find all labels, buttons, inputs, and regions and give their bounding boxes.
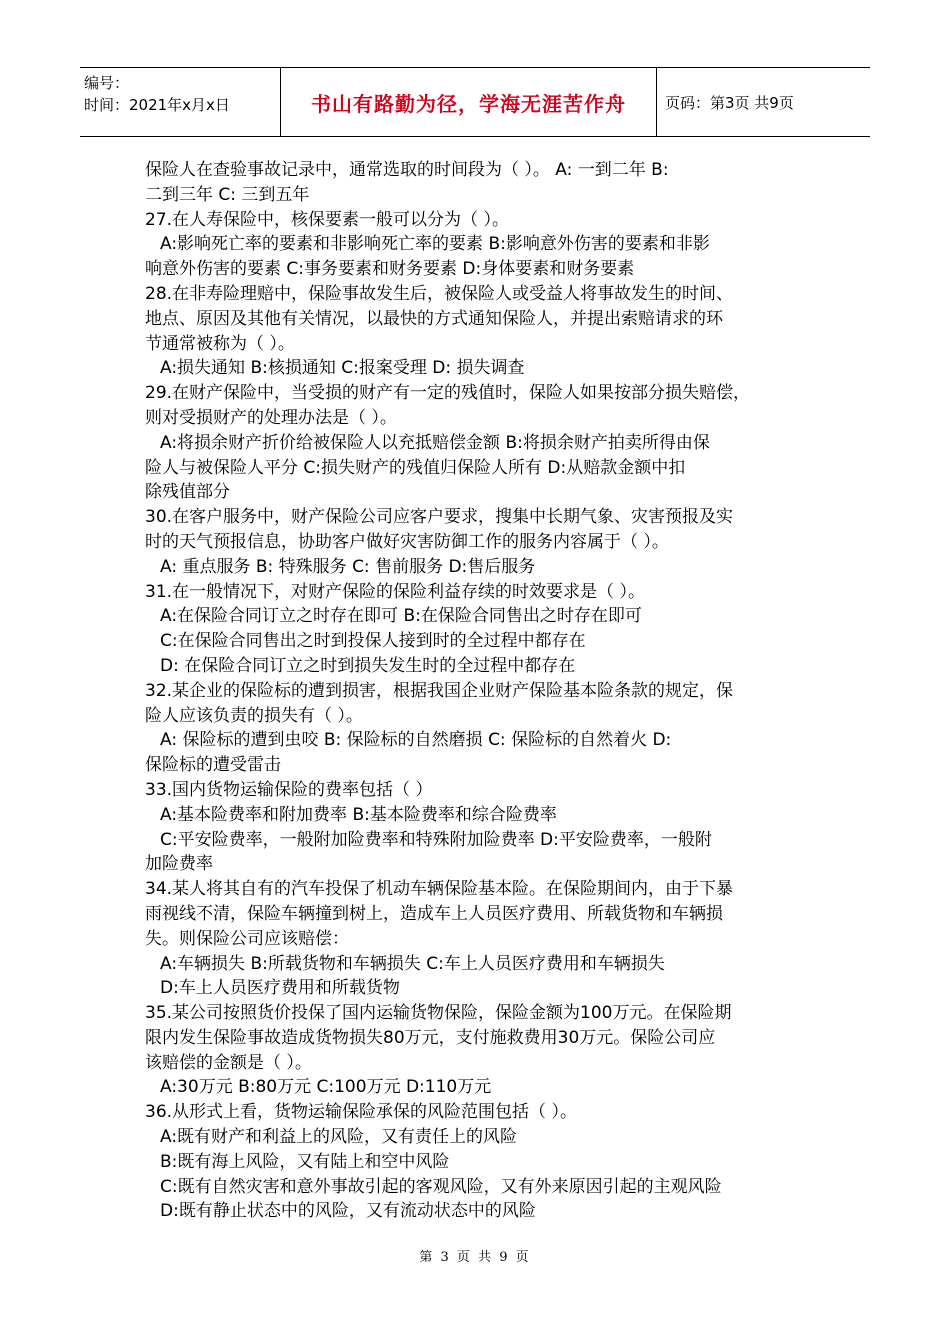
header-motto: 书山有路勤为径，学海无涯苦作舟: [281, 68, 657, 136]
text-line: 地点、原因及其他有关情况，以最快的方式通知保险人，并提出索赔请求的环: [145, 308, 723, 329]
text-line: 32.某企业的保险标的遭到损害，根据我国企业财产保险基本险条款的规定，保: [145, 680, 734, 701]
text-line: 该赔偿的金额是（ ）。: [145, 1052, 312, 1073]
text-line: 响意外伤害的要素 C:事务要素和财务要素 D:身体要素和财务要素: [145, 259, 635, 280]
text-line: 28.在非寿险理赔中，保险事故发生后，被保险人或受益人将事故发生的时间、: [145, 283, 734, 304]
document-body: [145, 158, 813, 1224]
text-line: 时的天气预报信息，协助客户做好灾害防御工作的服务内容属于（ ）。: [145, 531, 669, 552]
text-line: A:影响死亡率的要素和非影响死亡率的要素 B:影响意外伤害的要素和非影: [160, 234, 710, 255]
page-footer: 第 3 页 共 9 页: [419, 1250, 531, 1265]
text-line: 29.在财产保险中，当受损的财产有一定的残值时，保险人如果按部分损失赔偿，: [145, 383, 751, 404]
text-line: A: 重点服务 B: 特殊服务 C: 售前服务 D:售后服务: [160, 556, 536, 577]
time-label: 时间：2021年x月x日: [84, 96, 230, 114]
text-line: A: 保险标的遭到虫咬 B: 保险标的自然磨损 C: 保险标的自然着火 D:: [160, 730, 672, 751]
text-line: A:损失通知 B:核损通知 C:报案受理 D: 损失调查: [160, 358, 525, 379]
text-line: 则对受损财产的处理办法是（ ）。: [145, 407, 397, 428]
text-line: 除残值部分: [145, 482, 230, 503]
text-line: D:既有静止状态中的风险，又有流动状态中的风险: [160, 1201, 536, 1222]
text-line: B:既有海上风险，又有陆上和空中风险: [160, 1151, 450, 1172]
text-line: D:车上人员医疗费用和所载货物: [160, 978, 400, 999]
text-line: 失。则保险公司应该赔偿：: [145, 928, 349, 949]
text-line: 33.国内货物运输保险的费率包括（ ）: [145, 779, 433, 800]
text-line: 二到三年 C: 三到五年: [145, 184, 310, 205]
text-line: 30.在客户服务中，财产保险公司应客户要求，搜集中长期气象、灾害预报及实: [145, 507, 734, 528]
text-line: 加险费率: [145, 854, 213, 875]
page-header: [80, 67, 870, 137]
text-line: C:平安险费率，一般附加险费率和特殊附加险费率 D:平安险费率，一般附: [160, 829, 712, 850]
text-line: 保险人在查验事故记录中，通常选取的时间段为（ ）。 A: 一到二年 B:: [145, 160, 669, 180]
text-line: A:车辆损失 B:所载货物和车辆损失 C:车上人员医疗费用和车辆损失: [160, 953, 665, 974]
text-line: 节通常被称为（ ）。: [145, 333, 295, 354]
text-line: C:既有自然灾害和意外事故引起的客观风险，又有外来原因引起的主观风险: [160, 1176, 722, 1197]
text-line: A:将损余财产折价给被保险人以充抵赔偿金额 B:将损余财产拍卖所得由保: [160, 432, 710, 453]
text-line: 31.在一般情况下，对财产保险的保险利益存续的时效要求是（ ）。: [145, 581, 645, 602]
text-line: 27.在人寿保险中，核保要素一般可以分为（ ）。: [145, 209, 509, 230]
text-line: A:既有财产和利益上的风险，又有责任上的风险: [160, 1127, 518, 1148]
text-line: 雨视线不清，保险车辆撞到树上，造成车上人员医疗费用、所载货物和车辆损: [145, 903, 723, 924]
header-page-label: 页码：第3页 共9页: [665, 93, 794, 112]
text-line: 险人与被保险人平分 C:损失财产的残值归保险人所有 D:从赔款金额中扣: [145, 457, 686, 478]
text-line: C:在保险合同售出之时到投保人接到时的全过程中都存在: [160, 631, 586, 652]
text-line: 35.某公司按照货价投保了国内运输货物保险，保险金额为100万元。在保险期: [145, 1003, 732, 1024]
header-meta: [80, 68, 281, 136]
number-label: 编号：: [84, 74, 130, 92]
text-line: 限内发生保险事故造成货物损失80万元，支付施救费用30万元。保险公司应: [145, 1027, 716, 1048]
text-line: A:30万元 B:80万元 C:100万元 D:110万元: [160, 1077, 492, 1098]
text-line: 险人应该负责的损失有（ ）。: [145, 705, 363, 726]
text-line: D: 在保险合同订立之时到损失发生时的全过程中都存在: [160, 655, 576, 676]
text-line: 36.从形式上看，货物运输保险承保的风险范围包括（ ）。: [145, 1102, 577, 1123]
text-line: A:在保险合同订立之时存在即可 B:在保险合同售出之时存在即可: [160, 606, 642, 627]
text-line: 保险标的遭受雷击: [145, 755, 281, 776]
text-line: 34.某人将其自有的汽车投保了机动车辆保险基本险。在保险期间内，由于下暴: [145, 879, 734, 900]
text-line: A:基本险费率和附加费率 B:基本险费率和综合险费率: [160, 804, 557, 825]
